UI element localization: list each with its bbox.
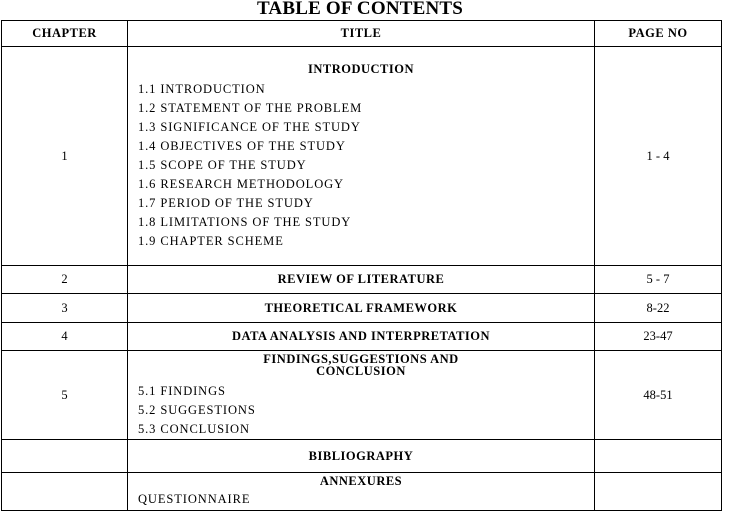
table-row [2,294,722,323]
section-item: 5.3 CONCLUSION [138,422,250,436]
section-item: 1.7 PERIOD OF THE STUDY [138,196,314,210]
table-row [2,351,722,440]
page-range: 48-51 [595,351,722,440]
chapter-heading-line: FINDINGS,SUGGESTIONS AND [263,352,459,366]
page-column-header: PAGE NO [595,21,722,47]
chapter-title-cell [128,266,595,294]
section-item: 1.1 INTRODUCTION [138,82,266,96]
chapter-heading: BIBLIOGRAPHY [308,448,414,463]
table-row [2,266,722,294]
section-item: 1.4 OBJECTIVES OF THE STUDY [138,139,346,153]
header-row [2,21,722,47]
page-range: 8-22 [595,294,722,323]
chapter-title-cell [128,440,595,473]
page-title: TABLE OF CONTENTS [256,0,464,19]
table-row [2,47,722,266]
contents-table [1,20,722,511]
page-range [595,473,722,511]
chapter-title-cell [128,323,595,351]
chapter-number: 4 [2,323,128,351]
chapter-number: 2 [2,266,128,294]
title-column-header: TITLE [128,21,595,47]
chapter-column-header: CHAPTER [2,21,128,47]
page-range [595,440,722,473]
section-item: 1.9 CHAPTER SCHEME [138,234,284,248]
page-range: 1 - 4 [595,47,722,266]
section-item: 1.6 RESEARCH METHODOLOGY [138,177,344,191]
section-item: QUESTIONNAIRE [138,492,251,506]
chapter-heading-line: CONCLUSION [316,364,406,378]
page-range: 5 - 7 [595,266,722,294]
chapter-heading: ANNEXURES [319,474,403,488]
chapter-heading: INTRODUCTION [307,62,414,76]
chapter-number [2,440,128,473]
section-item: 1.5 SCOPE OF THE STUDY [138,158,307,172]
chapter-number [2,473,128,511]
chapter-heading: THEORETICAL FRAMEWORK [264,300,458,315]
table-row [2,323,722,351]
chapter-title-cell [128,47,595,266]
section-item: 1.8 LIMITATIONS OF THE STUDY [138,215,352,229]
section-item: 1.3 SIGNIFICANCE OF THE STUDY [138,120,361,134]
chapter-heading: REVIEW OF LITERATURE [277,272,445,286]
section-item: 5.1 FINDINGS [138,384,226,398]
table-row [2,473,722,511]
chapter-heading: DATA ANALYSIS AND INTERPRETATION [231,329,491,343]
chapter-number: 5 [2,351,128,440]
section-item: 1.2 STATEMENT OF THE PROBLEM [138,101,363,115]
chapter-number: 1 [2,47,128,266]
chapter-heading [128,351,594,377]
chapter-title-cell [128,473,595,511]
chapter-title-cell [128,351,595,440]
page-range: 23-47 [595,323,722,351]
chapter-title-cell [128,294,595,323]
section-item: 5.2 SUGGESTIONS [138,403,256,417]
table-row [2,440,722,473]
chapter-number: 3 [2,294,128,323]
